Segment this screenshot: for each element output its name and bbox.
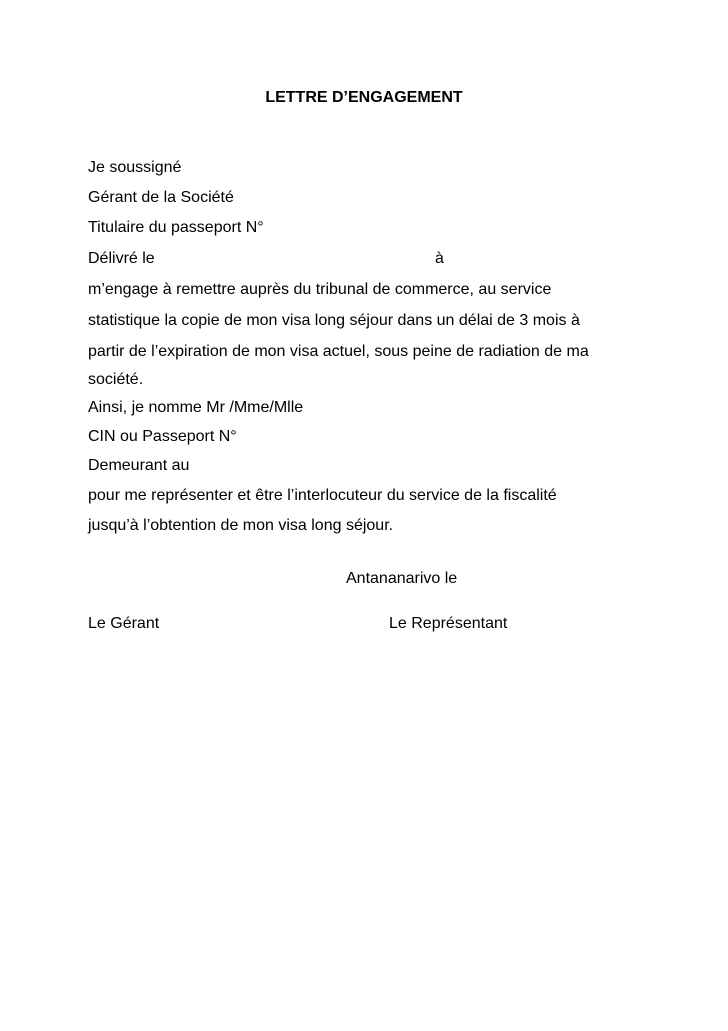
passport-holder-line: Titulaire du passeport N° [88, 219, 264, 236]
residing-at-line: Demeurant au [88, 457, 190, 474]
signature-manager: Le Gérant [88, 615, 160, 632]
commitment-line-4: société. [88, 371, 144, 388]
issued-at-label: à [435, 250, 444, 267]
representation-line-1: pour me représenter et être l’interlocuteur du service de la fiscalité [88, 487, 557, 504]
commitment-line-1: m’engage à remettre auprès du tribunal de commerce, au service [88, 281, 552, 298]
commitment-line-3: partir de l’expiration de mon visa actuel, sous peine de radiation de ma [88, 343, 589, 360]
appoint-line: Ainsi, je nomme Mr /Mme/Mlle [88, 399, 304, 416]
representation-line-2: jusqu’à l’obtention de mon visa long séjour. [88, 517, 394, 534]
letter-title: LETTRE D’ENGAGEMENT [265, 89, 463, 106]
undersigned-line: Je soussigné [88, 159, 182, 176]
manager-of-company-line: Gérant de la Société [88, 189, 234, 206]
place-date-line: Antananarivo le [346, 570, 458, 587]
issued-on-line: Délivré le [88, 250, 155, 267]
id-number-line: CIN ou Passeport N° [88, 428, 237, 445]
commitment-line-2: statistique la copie de mon visa long séjour dans un délai de 3 mois à [88, 312, 580, 329]
signature-representative: Le Représentant [389, 615, 508, 632]
